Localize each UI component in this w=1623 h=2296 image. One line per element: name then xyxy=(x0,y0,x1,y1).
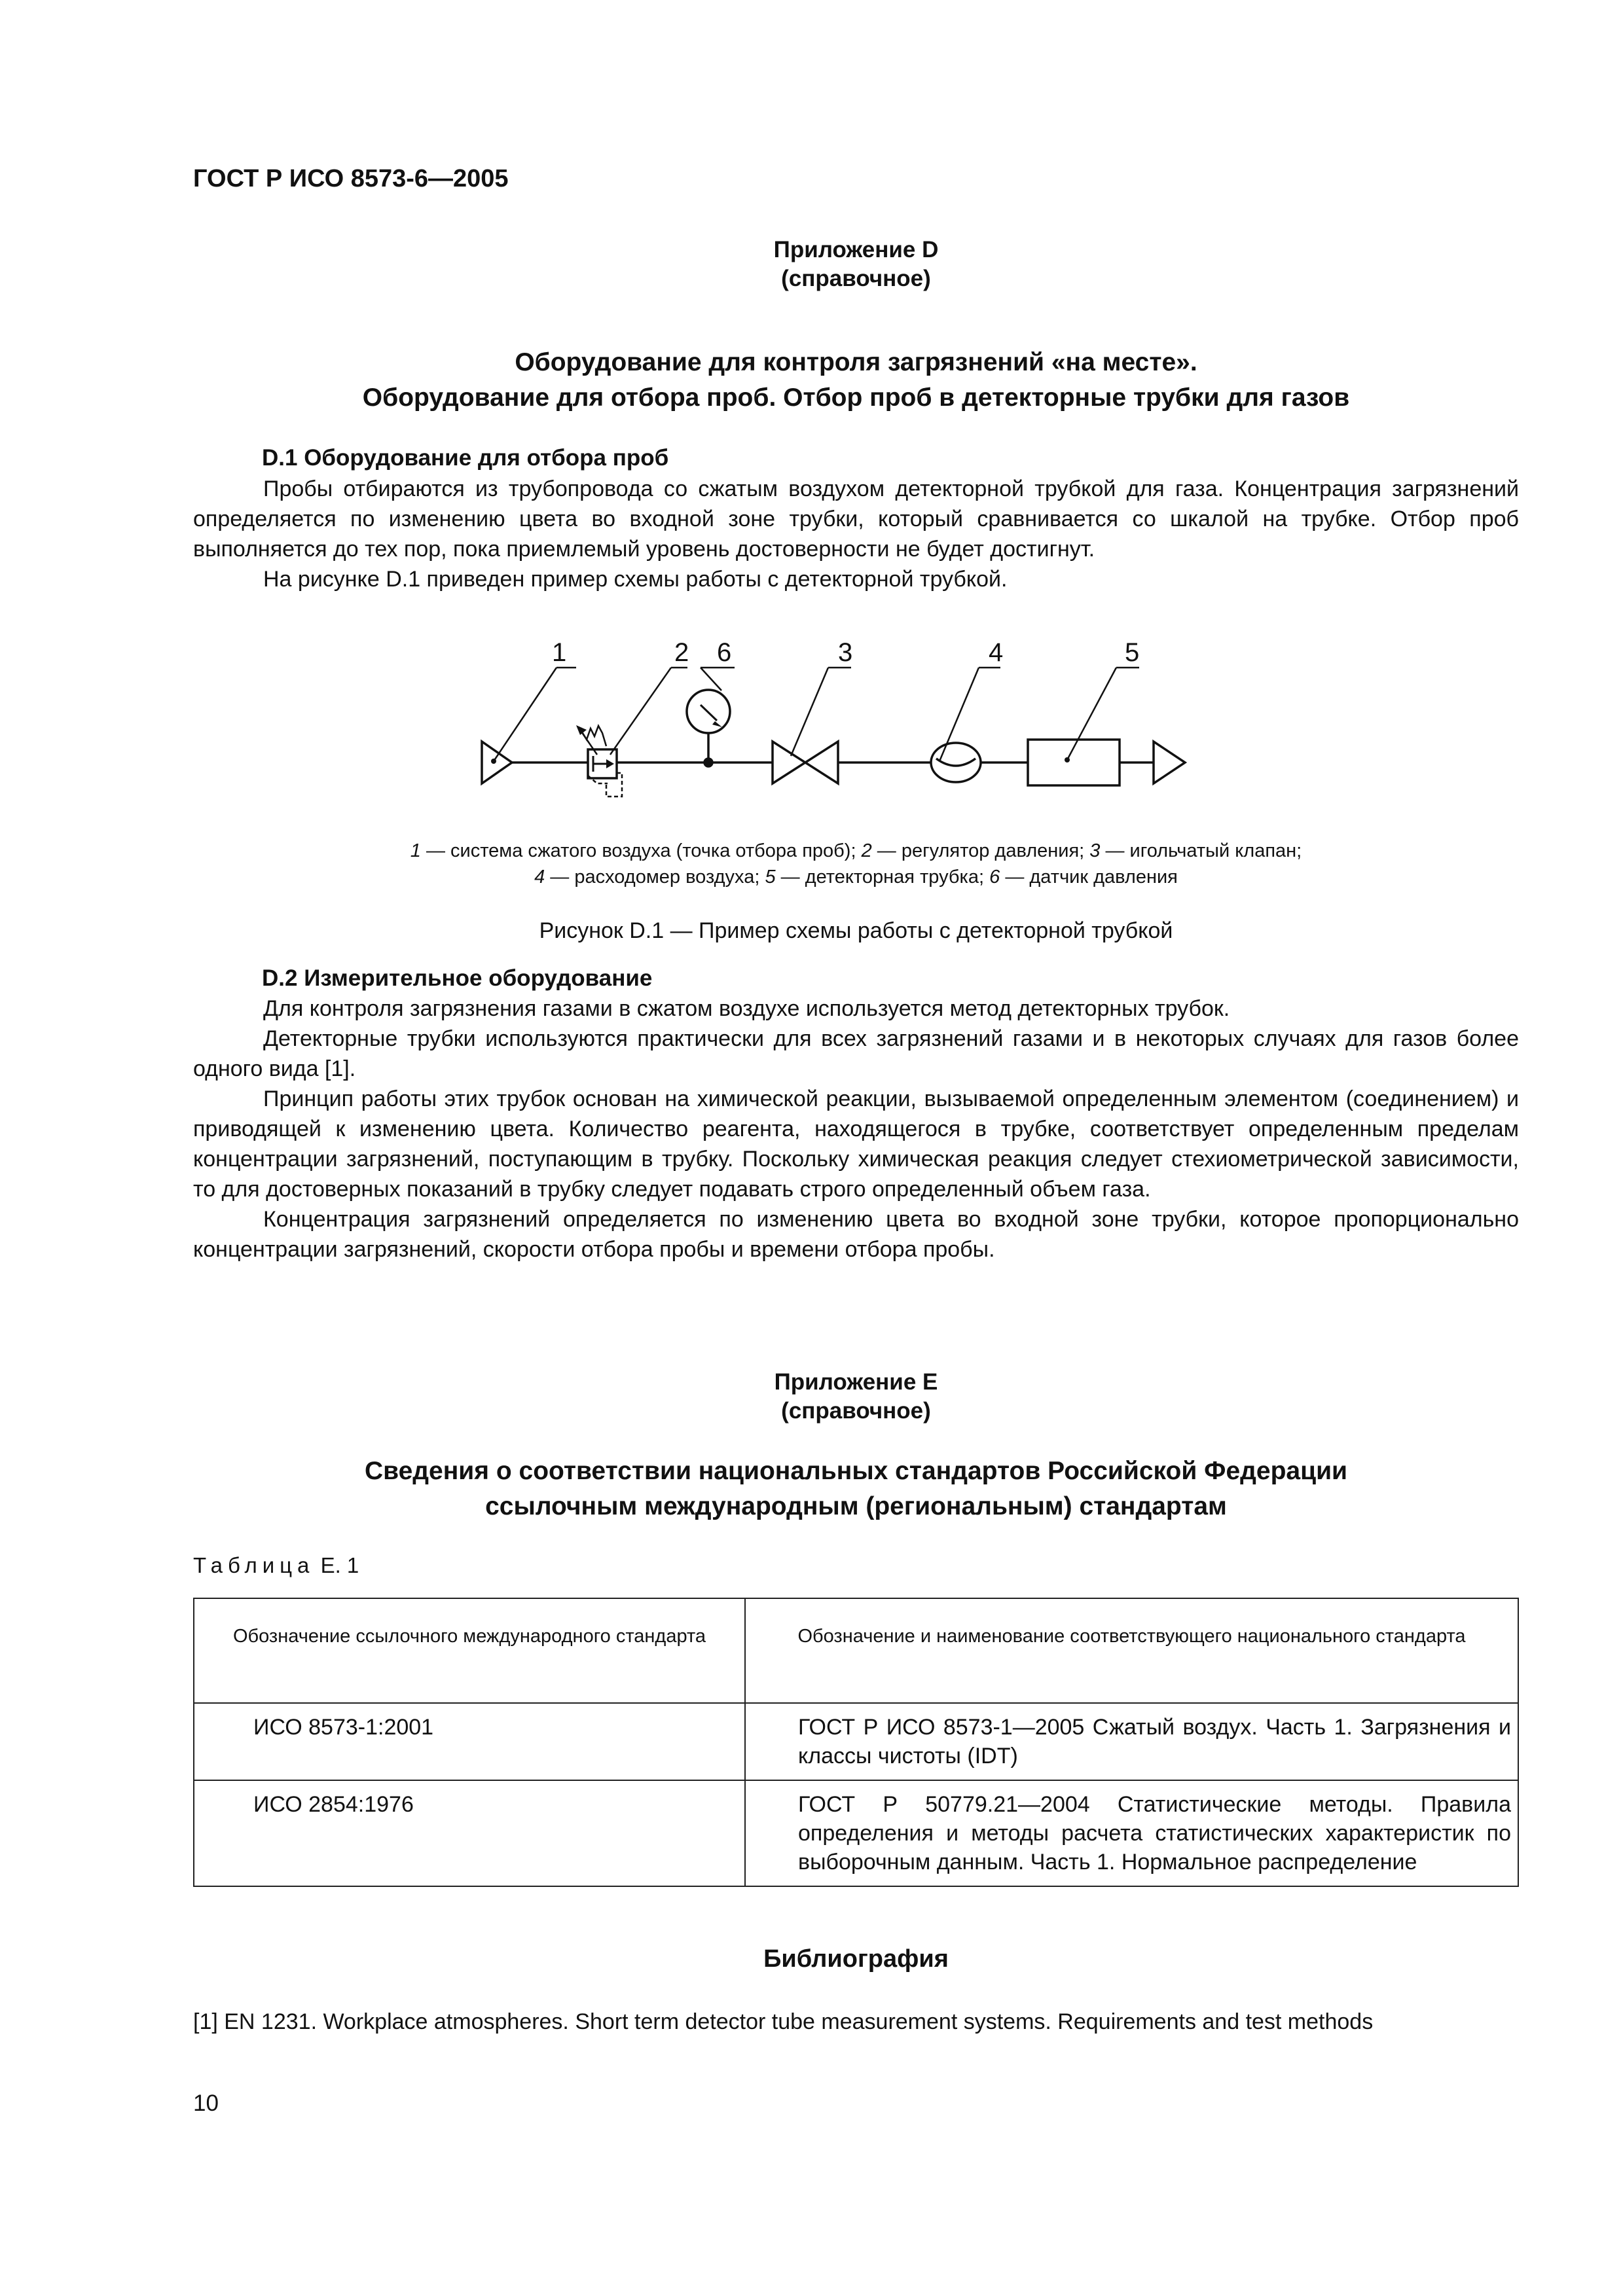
appendix-e-heading xyxy=(193,1368,1519,1426)
section-d1-body xyxy=(193,474,1519,594)
needle-valve-symbol xyxy=(773,742,805,783)
table-cell: ИСО 2854:1976 xyxy=(194,1780,745,1886)
table-cell: ИСО 8573-1:2001 xyxy=(194,1703,745,1780)
column-header: Обозначение и наименование соответствующего национального стандарта xyxy=(745,1598,1518,1703)
figure-label: 6 xyxy=(717,638,732,667)
table-number: E. 1 xyxy=(320,1553,359,1577)
figure-legend-line1: 1 — система сжатого воздуха (точка отбора проб); 2 — регулятор давления; 3 — игольчатый клапан; xyxy=(410,840,1302,861)
section-d2-heading: D.2 Измерительное оборудование xyxy=(262,965,653,991)
appendix-d-type: (справочное) xyxy=(781,266,931,291)
table-label: Таблица xyxy=(193,1553,315,1577)
column-header: Обозначение ссылочного международного стандарта xyxy=(194,1598,745,1703)
figure-label: 2 xyxy=(674,638,689,667)
section-d2-paragraph: Принцип работы этих трубок основан на химической реакции, вызываемой определенным элементом (соединением) и приводящей к изменению цвета. Количество реагента, находящегося в трубке, соответствует определенным пределам концентрации загрязнений, поступающим в трубку. Поскольку химическая реакция следует стехиометрической зависимости, то для достоверных показаний в трубку следует подавать строго определенный объем газа. xyxy=(193,1086,1519,1202)
bibliography-item: [1] EN 1231. Workplace atmospheres. Short term detector tube measurement systems. Requirements and test methods xyxy=(193,2009,1374,2034)
section-d1-heading: D.1 Оборудование для отбора проб xyxy=(262,445,669,471)
table-row xyxy=(194,1703,1518,1780)
section-d2-paragraph: Концентрация загрязнений определяется по изменению цвета во входной зоне трубки, которое пропорционально концентрации загрязнений, скорости отбора пробы и времени отбора пробы. xyxy=(193,1207,1519,1262)
page-number: 10 xyxy=(193,2090,219,2116)
compressed-air-source-symbol xyxy=(482,742,512,783)
section-d2-paragraph: Для контроля загрязнения газами в сжатом воздухе используется метод детекторных трубок. xyxy=(263,996,1230,1021)
standards-table xyxy=(193,1598,1519,1887)
appendix-e-title-line2: ссылочным международным (региональным) стандартам xyxy=(485,1492,1227,1520)
detector-tube-scheme xyxy=(458,632,1231,815)
section-d1-paragraph: На рисунке D.1 приведен пример схемы работы с детекторной трубкой. xyxy=(263,567,1008,592)
table-header-row xyxy=(194,1598,1518,1703)
section-d1-paragraph: Пробы отбираются из трубопровода со сжатым воздухом детекторной трубкой для газа. Концентрация загрязнений определяется по изменению цвета во входной зоне трубки, который сравнивается со шкалой на трубке. Отбор проб выполняется до тех пор, пока приемлемый уровень достоверности не будет достигнут. xyxy=(193,476,1519,562)
table-cell: ГОСТ Р ИСО 8573-1—2005 Сжатый воздух. Часть 1. Загрязнения и классы чистоты (IDT) xyxy=(745,1703,1518,1780)
appendix-e-title-line1: Сведения о соответствии национальных стандартов Российской Федерации xyxy=(364,1457,1348,1485)
figure-legend xyxy=(193,838,1519,890)
section-d2-paragraph: Детекторные трубки используются практически для всех загрязнений газами и в некоторых случаях для газов более одного вида [1]. xyxy=(193,1026,1519,1081)
figure-caption: Рисунок D.1 — Пример схемы работы с детекторной трубкой xyxy=(539,918,1173,943)
table-row xyxy=(194,1780,1518,1886)
document-code: ГОСТ Р ИСО 8573-6—2005 xyxy=(193,165,509,192)
figure-label: 3 xyxy=(838,638,853,667)
table-cell: ГОСТ Р 50779.21—2004 Статистические методы. Правила определения и методы расчета статистических характеристик по выборочным данным. Часть 1. Нормальное распределение xyxy=(745,1780,1518,1886)
appendix-d-title xyxy=(193,345,1519,416)
appendix-d-heading xyxy=(193,236,1519,293)
appendix-e-title xyxy=(193,1454,1519,1524)
table-caption xyxy=(193,1553,359,1578)
outlet-symbol xyxy=(1154,742,1185,783)
flowmeter-symbol xyxy=(931,743,981,782)
bibliography-heading: Библиография xyxy=(763,1945,949,1973)
appendix-d-title-line1: Оборудование для контроля загрязнений «на месте». xyxy=(515,348,1197,376)
appendix-d-title-line2: Оборудование для отбора проб. Отбор проб в детекторные трубки для газов xyxy=(362,384,1350,412)
figure-label: 4 xyxy=(989,638,1004,667)
appendix-e-label: Приложение E xyxy=(774,1369,938,1395)
figure-label: 5 xyxy=(1125,638,1140,667)
figure-label: 1 xyxy=(552,638,567,667)
section-d2-body xyxy=(193,994,1519,1265)
appendix-d-label: Приложение D xyxy=(773,237,939,262)
figure-legend-line2: 4 — расходомер воздуха; 5 — детекторная трубка; 6 — датчик давления xyxy=(534,867,1178,888)
appendix-e-type: (справочное) xyxy=(781,1398,931,1424)
